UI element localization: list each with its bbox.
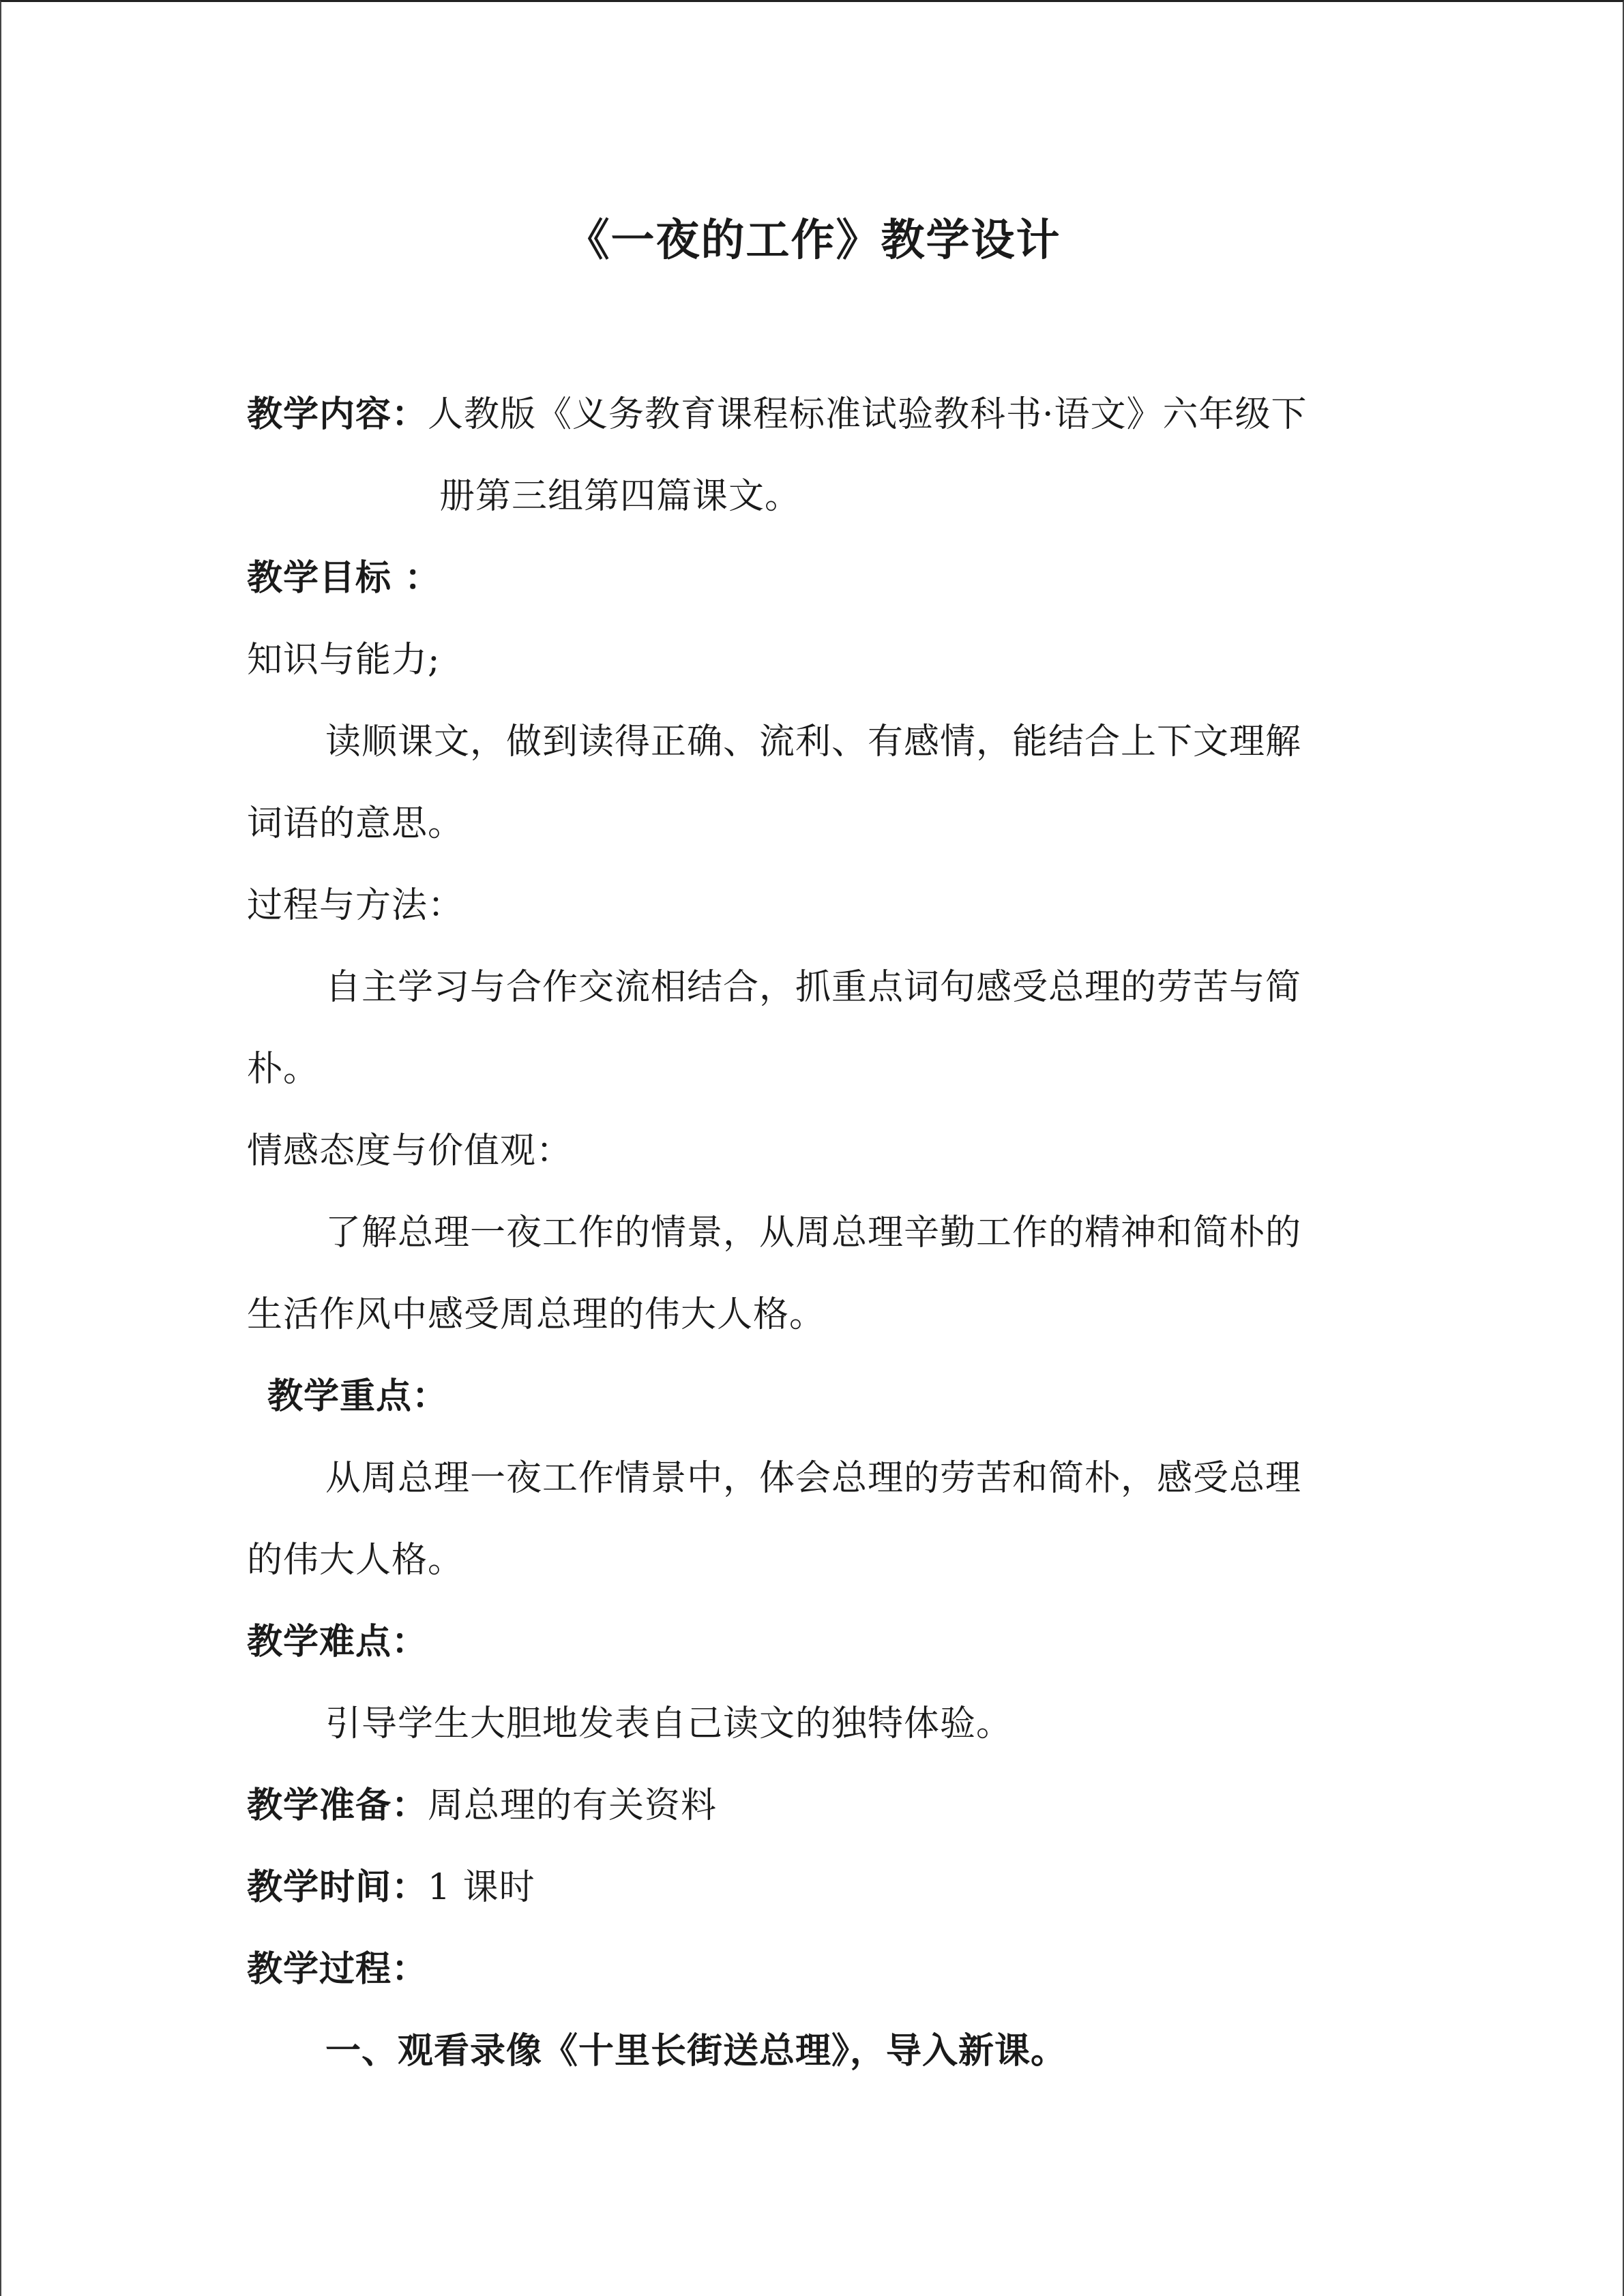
knowledge-line2: 词语的意思。 [247, 803, 464, 844]
knowledge-line1: 读顺课文，做到读得正确、流利、有感情，能结合上下文理解 [325, 721, 1302, 762]
key-points-line1: 从周总理一夜工作情景中，体会总理的劳苦和简朴，感受总理 [325, 1458, 1302, 1499]
process-steps-label: 教学过程： [247, 1948, 428, 1990]
difficulties-line1: 引导学生大胆地发表自己读文的独特体验。 [325, 1703, 1013, 1744]
process-line1: 自主学习与合作交流相结合，抓重点词句感受总理的劳苦与简 [325, 967, 1302, 1008]
content-text-line1: 人教版《义务教育课程标准试验教科书·语文》六年级下 [428, 394, 1308, 435]
process-step1: 一、观看录像《十里长街送总理》，导入新课。 [325, 2030, 1067, 2072]
process-line2: 朴。 [247, 1049, 320, 1090]
difficulties-label: 教学难点： [247, 1621, 428, 1663]
emotion-line1: 了解总理一夜工作的情景，从周总理辛勤工作的精神和简朴的 [325, 1212, 1302, 1253]
time-row [247, 1860, 535, 1915]
time-label: 教学时间： [247, 1866, 428, 1908]
content-label: 教学内容： [247, 393, 428, 435]
key-points-line2: 的伟大人格。 [247, 1540, 464, 1581]
objectives-label: 教学目标 ： [247, 557, 441, 599]
key-points-label: 教学重点： [267, 1375, 449, 1417]
preparation-text: 周总理的有关资料 [428, 1785, 718, 1826]
preparation-label: 教学准备： [247, 1785, 428, 1826]
process-heading: 过程与方法： [247, 885, 464, 926]
content-text-line2: 册第三组第四篇课文。 [439, 476, 801, 517]
time-text: 1 课时 [428, 1867, 535, 1908]
emotion-heading: 情感态度与价值观： [247, 1131, 573, 1172]
emotion-line2: 生活作风中感受周总理的伟大人格。 [247, 1294, 826, 1335]
content-row [247, 387, 1308, 442]
knowledge-heading: 知识与能力; [247, 640, 441, 681]
document-title: 《一夜的工作》教学设计 [565, 215, 1061, 266]
preparation-row [247, 1778, 717, 1833]
